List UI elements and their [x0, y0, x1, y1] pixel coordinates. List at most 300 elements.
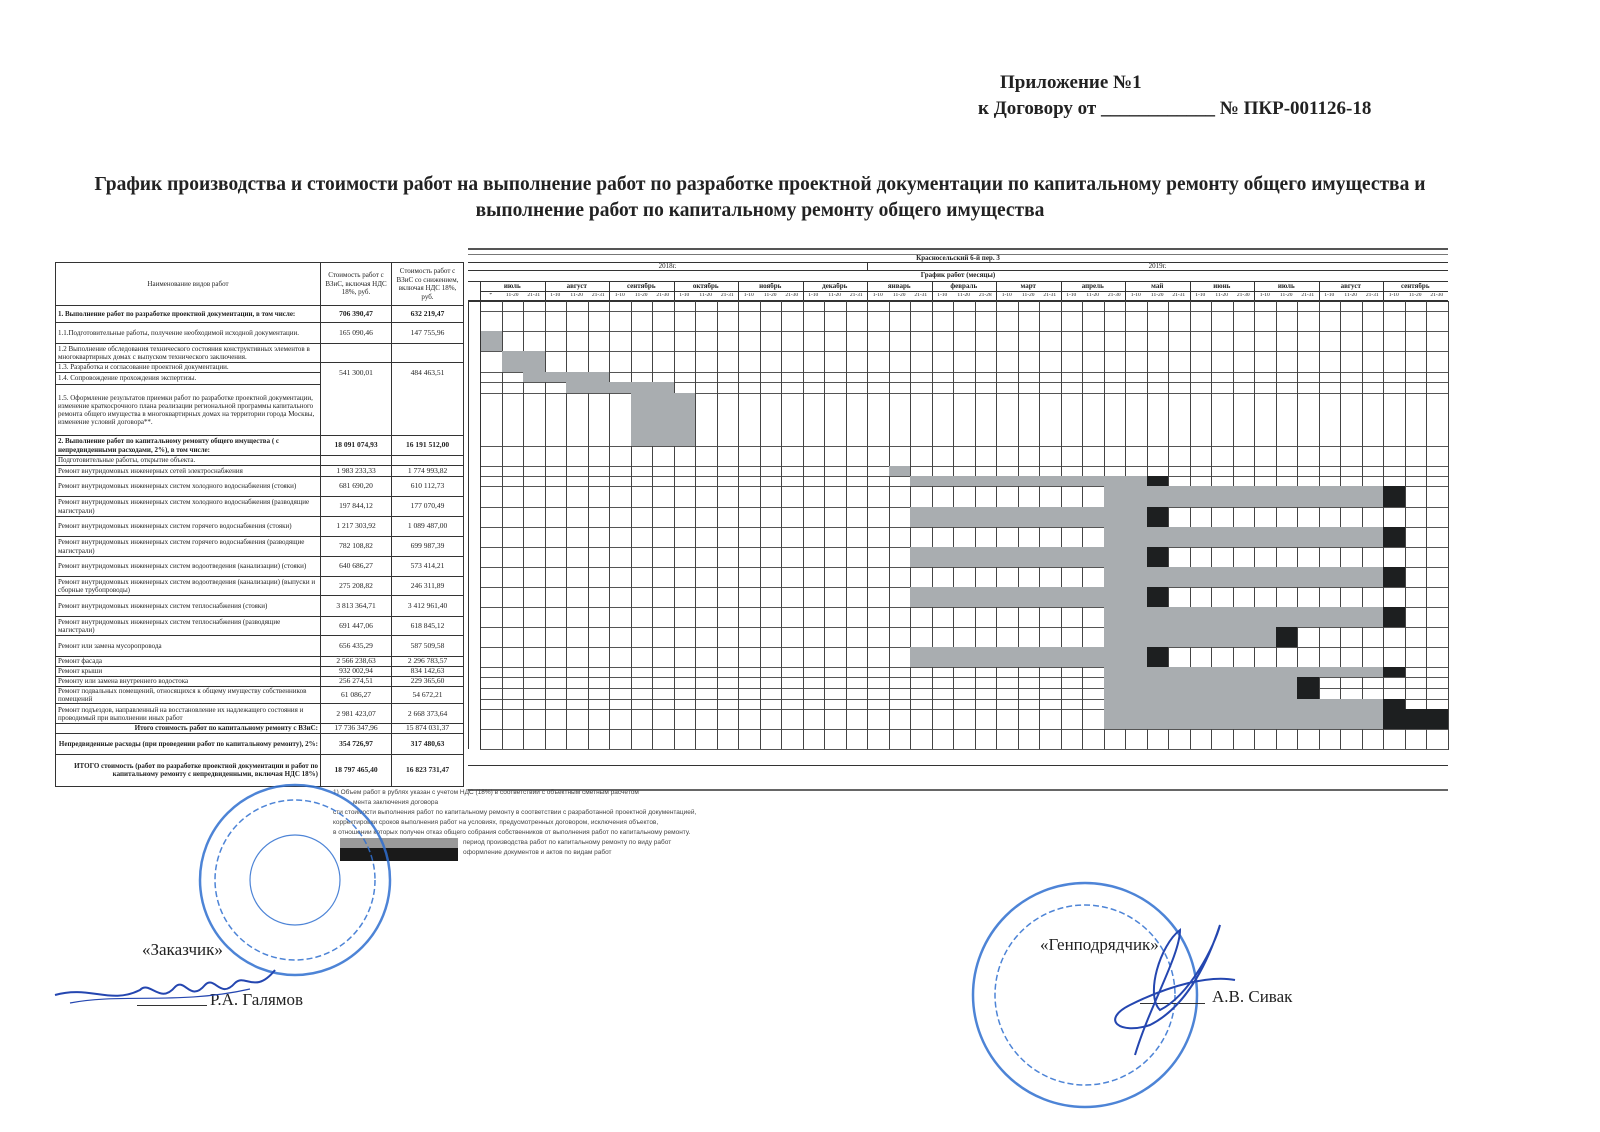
- schedule-cell: [609, 527, 632, 548]
- schedule-cell-gray: [1125, 627, 1148, 648]
- schedule-cell: [1362, 393, 1385, 447]
- work-name: Ремонт внутридомовых инженерных сетей электроснабжения: [56, 466, 321, 477]
- schedule-cell-black: [1383, 709, 1406, 730]
- schedule-cell-gray: [1190, 627, 1213, 648]
- cost-reduced-value: 484 463,51: [392, 363, 464, 436]
- schedule-cell: [717, 567, 740, 588]
- schedule-cell: [545, 627, 568, 648]
- schedule-cell: [932, 351, 955, 373]
- schedule-cell: [824, 647, 847, 668]
- schedule-cell: [996, 729, 1019, 750]
- schedule-cell: [760, 331, 783, 352]
- schedule-cell: [1405, 647, 1428, 668]
- schedule-cell: [867, 486, 890, 508]
- cost-row: [56, 537, 464, 557]
- schedule-cell: [652, 331, 675, 352]
- schedule-cell: [803, 486, 826, 508]
- schedule-cell: [480, 627, 503, 648]
- schedule-cell: [1061, 351, 1084, 373]
- schedule-cell: [1276, 393, 1299, 447]
- cost-reduced-value: 573 414,21: [392, 557, 464, 577]
- schedule-cell: [1405, 729, 1428, 750]
- schedule-cell: [867, 351, 890, 373]
- decade-header: 21-30: [1430, 293, 1444, 298]
- cost-value: 18 091 074,93: [321, 436, 392, 456]
- schedule-cell: [1039, 527, 1062, 548]
- schedule-cell: [846, 547, 869, 568]
- schedule-cell: [824, 607, 847, 628]
- schedule-cell: [695, 351, 718, 373]
- month-header: июль: [1277, 283, 1295, 290]
- schedule-cell: [545, 567, 568, 588]
- schedule-cell: [502, 486, 525, 508]
- schedule-cell: [502, 331, 525, 352]
- schedule-cell-gray: [674, 393, 697, 447]
- schedule-cell: [953, 486, 976, 508]
- schedule-cell-gray: [1211, 709, 1234, 730]
- schedule-cell: [1233, 547, 1256, 568]
- schedule-cell: [803, 607, 826, 628]
- schedule-cell: [1383, 647, 1406, 668]
- schedule-cell: [1297, 729, 1320, 750]
- cost-row: [56, 477, 464, 497]
- schedule-cell: [609, 393, 632, 447]
- schedule-cell: [674, 331, 697, 352]
- schedule-cell: [1340, 647, 1363, 668]
- schedule-cell: [1426, 527, 1449, 548]
- schedule-cell-gray: [1340, 486, 1363, 508]
- total-value: 18 797 465,40: [321, 754, 392, 786]
- schedule-cell: [609, 607, 632, 628]
- schedule-cell: [588, 709, 611, 730]
- work-name: Ремонт внутридомовых инженерных систем теплоснабжения (стояки): [56, 596, 321, 617]
- schedule-cell: [1018, 729, 1041, 750]
- cost-value: 681 690,20: [321, 477, 392, 497]
- schedule-cell: [1319, 351, 1342, 373]
- decade-header: 11-20: [1344, 293, 1358, 298]
- schedule-cell: [523, 507, 546, 528]
- schedule-cell-gray: [1190, 607, 1213, 628]
- schedule-cell: [996, 486, 1019, 508]
- schedule-cell-black: [1276, 627, 1299, 648]
- schedule-cell: [588, 486, 611, 508]
- cost-reduced-value: 1 774 993,82: [392, 466, 464, 477]
- work-name: Подготовительные работы, открытие объекта.: [56, 456, 321, 466]
- cost-reduced-value: [392, 456, 464, 466]
- schedule-cell: [566, 311, 589, 332]
- cost-value: 1 217 303,92: [321, 517, 392, 537]
- schedule-cell: [738, 627, 761, 648]
- schedule-cell: [932, 393, 955, 447]
- decade-header: 1-10: [743, 293, 754, 298]
- schedule-cell: [781, 709, 804, 730]
- schedule-cell-gray: [910, 507, 933, 528]
- schedule-cell: [867, 729, 890, 750]
- schedule-cell: [1018, 331, 1041, 352]
- footnote-line: корректировки сроков выполнения работ на условиях, предусмотренных договором, исключения объектов,: [333, 819, 659, 826]
- schedule-cell-gray: [975, 587, 998, 608]
- schedule-cell-gray: [1147, 486, 1170, 508]
- schedule-cell: [1039, 627, 1062, 648]
- schedule-cell-gray: [975, 507, 998, 528]
- cost-value: 61 086,27: [321, 687, 392, 704]
- schedule-cell: [846, 331, 869, 352]
- schedule-cell-gray: [1104, 486, 1127, 508]
- cost-value: [321, 344, 392, 363]
- schedule-cell: [1104, 446, 1127, 467]
- schedule-cell: [588, 567, 611, 588]
- decade-header: 21-30: [785, 293, 799, 298]
- schedule-cell: [652, 587, 675, 608]
- schedule-cell-gray: [1125, 647, 1148, 668]
- schedule-cell: [781, 351, 804, 373]
- schedule-cell: [480, 486, 503, 508]
- work-name: Ремонт внутридомовых инженерных систем горячего водоснабжения (разводящие магистрали): [56, 537, 321, 557]
- schedule-cell: [566, 507, 589, 528]
- cost-row: [56, 687, 464, 704]
- total-value: 317 480,63: [392, 733, 464, 754]
- schedule-cell: [480, 729, 503, 750]
- cost-value: 256 274,51: [321, 677, 392, 687]
- schedule-cell: [867, 587, 890, 608]
- schedule-cell: [695, 507, 718, 528]
- schedule-cell-gray: [1147, 709, 1170, 730]
- schedule-cell: [523, 486, 546, 508]
- schedule-cell: [1190, 647, 1213, 668]
- schedule-cell: [1018, 567, 1041, 588]
- schedule-cell: [1233, 311, 1256, 332]
- schedule-cell-gray: [1211, 607, 1234, 628]
- schedule-cell: [523, 709, 546, 730]
- decade-header: 21-31: [720, 293, 734, 298]
- schedule-cell-gray: [1125, 587, 1148, 608]
- schedule-cell: [867, 331, 890, 352]
- schedule-cell: [566, 607, 589, 628]
- schedule-cell-gray: [1233, 627, 1256, 648]
- schedule-cell: [846, 729, 869, 750]
- schedule-cell: [502, 607, 525, 628]
- schedule-cell: [996, 446, 1019, 467]
- cost-reduced-value: 2 668 373,64: [392, 704, 464, 724]
- schedule-cell-gray: [975, 547, 998, 568]
- cost-row: [56, 436, 464, 456]
- schedule-cell: [480, 393, 503, 447]
- cost-row: [56, 466, 464, 477]
- schedule-cell: [932, 331, 955, 352]
- schedule-cell-gray: [1104, 647, 1127, 668]
- decade-header: 11-20: [763, 293, 777, 298]
- schedule-cell-gray: [1039, 647, 1062, 668]
- schedule-cell: [609, 587, 632, 608]
- cost-row: [56, 667, 464, 677]
- schedule-cell: [824, 393, 847, 447]
- schedule-cell: [975, 567, 998, 588]
- schedule-cell: [1168, 507, 1191, 528]
- work-name: 1. Выполнение работ по разработке проектной документации, в том числе:: [56, 306, 321, 323]
- decade-header: 11-20: [1150, 293, 1164, 298]
- schedule-cell: [1190, 547, 1213, 568]
- cost-value: 1 983 233,33: [321, 466, 392, 477]
- schedule-cell: [695, 331, 718, 352]
- schedule-cell: [824, 311, 847, 332]
- schedule-cell: [910, 527, 933, 548]
- schedule-cell: [1211, 729, 1234, 750]
- schedule-cell-gray: [1039, 547, 1062, 568]
- schedule-cell: [566, 709, 589, 730]
- schedule-cell: [652, 486, 675, 508]
- schedule-cell-gray: [1147, 627, 1170, 648]
- schedule-cell: [889, 331, 912, 352]
- schedule-cell: [996, 627, 1019, 648]
- schedule-cell: [523, 567, 546, 588]
- schedule-cell: [846, 709, 869, 730]
- schedule-cell-gray: [932, 547, 955, 568]
- schedule-cell: [1125, 331, 1148, 352]
- schedule-cell: [1082, 331, 1105, 352]
- cost-reduced-value: 618 845,12: [392, 617, 464, 636]
- schedule-cell: [975, 393, 998, 447]
- schedule-cell: [781, 393, 804, 447]
- cost-value: 691 447,06: [321, 617, 392, 636]
- schedule-cell-black: [1147, 507, 1170, 528]
- schedule-cell: [631, 507, 654, 528]
- schedule-cell: [824, 567, 847, 588]
- schedule-cell: [566, 446, 589, 467]
- schedule-cell: [631, 547, 654, 568]
- schedule-cell: [932, 527, 955, 548]
- schedule-cell: [975, 311, 998, 332]
- schedule-cell: [1211, 446, 1234, 467]
- schedule-cell: [545, 709, 568, 730]
- schedule-cell-gray: [1211, 567, 1234, 588]
- schedule-cell: [502, 567, 525, 588]
- schedule-cell-gray: [1168, 567, 1191, 588]
- schedule-cell-black: [1383, 567, 1406, 588]
- schedule-cell: [1018, 627, 1041, 648]
- month-header: август: [566, 283, 587, 290]
- work-name: 2. Выполнение работ по капитальному ремонту общего имущества ( с непредвиденными расходами, 2%), в том числе:: [56, 436, 321, 456]
- schedule-cell: [1190, 331, 1213, 352]
- schedule-cell: [545, 507, 568, 528]
- schedule-cell: [674, 587, 697, 608]
- schedule-cell: [1362, 311, 1385, 332]
- schedule-cell: [1125, 393, 1148, 447]
- schedule-cell: [1426, 729, 1449, 750]
- schedule-cell: [652, 627, 675, 648]
- schedule-cell: [1190, 587, 1213, 608]
- schedule-cell: [1104, 311, 1127, 332]
- schedule-cell: [1190, 311, 1213, 332]
- schedule-cell: [523, 446, 546, 467]
- schedule-cell: [781, 729, 804, 750]
- schedule-cell: [695, 709, 718, 730]
- schedule-cell: [609, 446, 632, 467]
- schedule-cell-gray: [1104, 547, 1127, 568]
- schedule-cell: [910, 567, 933, 588]
- schedule-cell: [1061, 627, 1084, 648]
- schedule-cell: [717, 729, 740, 750]
- schedule-cell: [588, 587, 611, 608]
- schedule-cell: [803, 709, 826, 730]
- schedule-cell-gray: [953, 547, 976, 568]
- decade-header: 11-20: [699, 293, 713, 298]
- decade-header: 21-30: [1107, 293, 1121, 298]
- schedule-cell: [609, 709, 632, 730]
- cost-value: 2 981 423,07: [321, 704, 392, 724]
- schedule-cell: [1383, 351, 1406, 373]
- schedule-cell: [738, 607, 761, 628]
- schedule-cell: [502, 547, 525, 568]
- schedule-cell: [781, 486, 804, 508]
- schedule-cell: [1340, 507, 1363, 528]
- schedule-cell: [867, 393, 890, 447]
- decade-header: 1-10: [1066, 293, 1077, 298]
- schedule-cell: [760, 351, 783, 373]
- cost-reduced-value: 632 219,47: [392, 306, 464, 323]
- work-name: 1.3. Разработка и согласование проектной документации.: [56, 363, 321, 373]
- month-header: январь: [887, 283, 911, 290]
- schedule-cell: [1233, 729, 1256, 750]
- schedule-cell-gray: [996, 507, 1019, 528]
- schedule-cell: [1190, 507, 1213, 528]
- schedule-cell: [1082, 567, 1105, 588]
- decade-header: 11-20: [828, 293, 842, 298]
- schedule-cell: [1018, 527, 1041, 548]
- schedule-cell: [910, 709, 933, 730]
- schedule-cell: [738, 331, 761, 352]
- schedule-cell: [953, 351, 976, 373]
- schedule-cell: [1039, 446, 1062, 467]
- schedule-cell-gray: [1276, 607, 1299, 628]
- appendix-header: [978, 70, 1372, 122]
- schedule-cell: [523, 527, 546, 548]
- schedule-cell-gray: [1168, 627, 1191, 648]
- schedule-cell: [781, 567, 804, 588]
- schedule-cell: [1168, 547, 1191, 568]
- schedule-cell: [1297, 587, 1320, 608]
- schedule-cell-gray: [1319, 607, 1342, 628]
- schedule-cell: [695, 527, 718, 548]
- schedule-cell-gray: [1297, 567, 1320, 588]
- schedule-cell: [889, 446, 912, 467]
- schedule-cell: [609, 507, 632, 528]
- schedule-cell-gray: [1233, 527, 1256, 548]
- work-name: Ремонт крыши: [56, 667, 321, 677]
- schedule-cell: [889, 311, 912, 332]
- grid-line: [468, 281, 1448, 282]
- schedule-cell: [588, 627, 611, 648]
- schedule-cell: [803, 527, 826, 548]
- schedule-cell: [545, 446, 568, 467]
- schedule-cell: [738, 547, 761, 568]
- work-name: Ремонт внутридомовых инженерных систем водоотведения (канализации) (стояки): [56, 557, 321, 577]
- decade-header: 1-10: [1195, 293, 1206, 298]
- schedule-cell: [803, 311, 826, 332]
- schedule-cell: [1340, 393, 1363, 447]
- schedule-cell: [1061, 486, 1084, 508]
- cost-row: [56, 306, 464, 323]
- total-value: 17 736 347,96: [321, 724, 392, 733]
- document-title: График производства и стоимости работ на выполнение работ по разработке проектной документации по капитальному ремонту общего имущества и выполнение работ по капитальному ремонту общего имущества: [94, 174, 1426, 221]
- schedule-cell: [1018, 486, 1041, 508]
- month-header: октябрь: [692, 283, 719, 290]
- work-name: Ремонт внутридомовых инженерных систем водоотведения (канализации) (выпуски и сборные трубопроводы): [56, 577, 321, 596]
- schedule-cell-gray: [1254, 486, 1277, 508]
- schedule-cell: [695, 587, 718, 608]
- schedule-cell: [867, 311, 890, 332]
- schedule-cell: [674, 567, 697, 588]
- schedule-cell: [932, 627, 955, 648]
- schedule-cell-black: [1147, 647, 1170, 668]
- work-name: Ремонт подвальных помещений, относящихся к общему имуществу собственников помещений: [56, 687, 321, 704]
- schedule-cell: [1340, 311, 1363, 332]
- schedule-cell: [652, 547, 675, 568]
- cost-row: [56, 344, 464, 363]
- schedule-cell-gray: [996, 587, 1019, 608]
- schedule-cell-gray: [1319, 486, 1342, 508]
- schedule-cell: [760, 486, 783, 508]
- schedule-cell: [502, 446, 525, 467]
- schedule-cell: [975, 729, 998, 750]
- work-name: Ремонт или замена мусоропровода: [56, 636, 321, 657]
- schedule-cell: [695, 311, 718, 332]
- schedule-cell: [1319, 627, 1342, 648]
- schedule-cell: [609, 486, 632, 508]
- schedule-cell: [953, 627, 976, 648]
- schedule-cell: [953, 607, 976, 628]
- schedule-cell: [1211, 547, 1234, 568]
- schedule-cell: [889, 627, 912, 648]
- schedule-cell: [1039, 729, 1062, 750]
- decade-header: 11-20: [505, 293, 519, 298]
- schedule-cell: [889, 729, 912, 750]
- schedule-cell-gray: [1254, 527, 1277, 548]
- schedule-cell-gray: [1039, 507, 1062, 528]
- schedule-cell: [1168, 446, 1191, 467]
- schedule-cell-gray: [1104, 567, 1127, 588]
- schedule-cell: [1276, 331, 1299, 352]
- schedule-cell: [781, 587, 804, 608]
- schedule-cell: [1082, 709, 1105, 730]
- total-label: Непредвиденные расходы (при проведении работ по капитальному ремонту), 2%:: [56, 733, 321, 754]
- total-value: 354 726,97: [321, 733, 392, 754]
- cost-row: [56, 677, 464, 687]
- schedule-cell: [975, 607, 998, 628]
- schedule-cell: [889, 587, 912, 608]
- schedule-cell: [1061, 527, 1084, 548]
- schedule-cell: [1039, 607, 1062, 628]
- schedule-cell: [695, 547, 718, 568]
- schedule-cell: [545, 587, 568, 608]
- cost-value: 275 208,82: [321, 577, 392, 596]
- schedule-cell: [738, 507, 761, 528]
- schedule-cell: [1233, 393, 1256, 447]
- schedule-cell: [1297, 647, 1320, 668]
- schedule-cell: [545, 351, 568, 373]
- cost-reduced-value: 147 755,96: [392, 323, 464, 344]
- schedule-cell: [781, 446, 804, 467]
- schedule-cell: [1383, 729, 1406, 750]
- schedule-cell: [996, 709, 1019, 730]
- schedule-cell: [803, 587, 826, 608]
- decade-header: 21-31: [1301, 293, 1315, 298]
- schedule-cell: [1039, 351, 1062, 373]
- cost-reduced-value: 610 112,73: [392, 477, 464, 497]
- schedule-cell-gray: [1319, 527, 1342, 548]
- schedule-cell: [1018, 393, 1041, 447]
- decade-header: 1-10: [1324, 293, 1335, 298]
- schedule-cell: [760, 627, 783, 648]
